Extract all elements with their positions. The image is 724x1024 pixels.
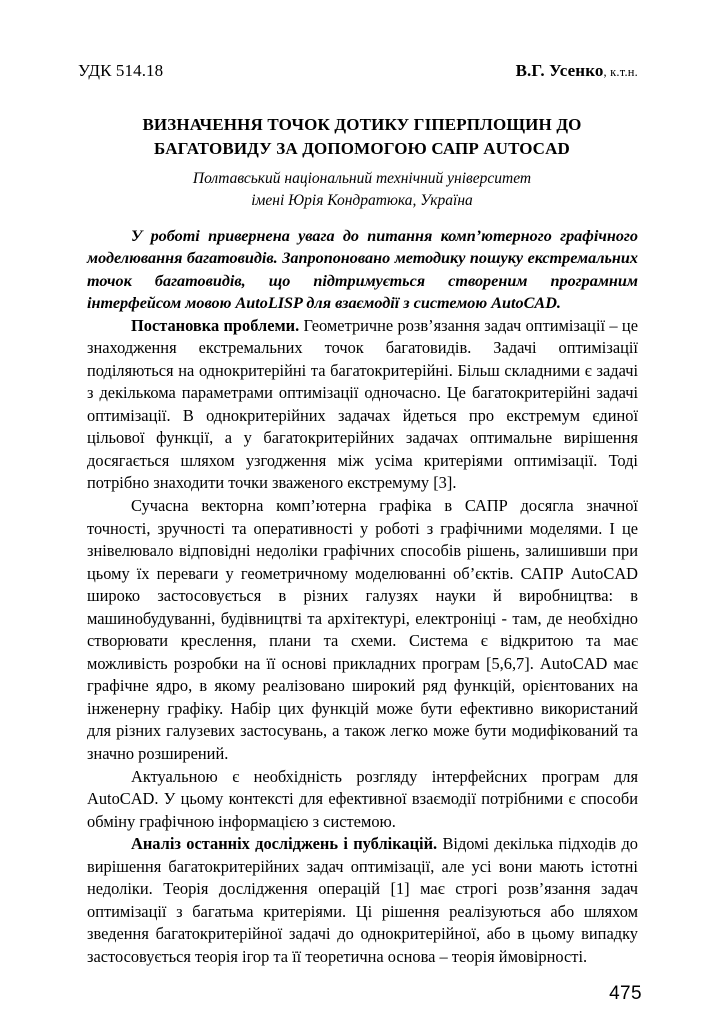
- body-paragraph-4-text: Відомі декілька підходів до вирішення багатокритерійних задач оптимізації, але усі вони мають істотні недоліки. Теорія дослідження операцій [1] має строгі розв’язання задач оптимізації з багатьма критеріями. Ці рішення реалізуються або шляхом зведення багатокритерійної задачі до однокритерійної, або в цьому випадку застосовується теорія ігор та її теоретична основа – теорія ймовірності.: [87, 834, 638, 966]
- body-paragraph-3: [87, 766, 638, 834]
- title-line-1: ВИЗНАЧЕННЯ ТОЧОК ДОТИКУ ГІПЕРПЛОЩИН ДО: [142, 115, 582, 135]
- page-number: 475: [609, 983, 642, 1004]
- body-paragraph-1-text: Геометричне розв’язання задач оптимізації – це знаходження екстремальних точок багатовидів. Задачі оптимізації поділяються на однокритерійні та багатокритерійні. Більш складними є задачі з декількома параметрами оптимізації одночасно. Це багатокритерійні задачі оптимізації. В однокритерійних задачах йдеться про екстремум єдиної цільової функції, а у багатокритерійних задачах оптимальне вирішення досягається шляхом узгодження між усіма критеріями оптимізації. Тоді потрібно знаходити точки зваженого екстремуму [3].: [87, 315, 638, 493]
- run-in-heading-literature-review: Аналіз останніх досліджень і публікацій.: [131, 834, 438, 854]
- author-line: [516, 62, 638, 81]
- body-paragraph-1: [87, 315, 638, 495]
- run-in-heading-problem-statement: Постановка проблеми.: [131, 315, 300, 335]
- body-paragraph-4: [87, 833, 638, 968]
- body-paragraph-2: [87, 495, 638, 766]
- udc-code: УДК 514.18: [78, 61, 164, 80]
- affiliation-line-2: імені Юрія Кондратюка, Україна: [251, 192, 473, 209]
- author-name: В.Г. Усенко: [515, 61, 604, 80]
- author-degree: , к.т.н.: [603, 65, 638, 79]
- article-body: [87, 225, 638, 968]
- page-header: [78, 62, 638, 81]
- author-affiliation: [78, 168, 646, 212]
- affiliation-line-1: Полтавський національний технічний університет: [192, 170, 532, 187]
- body-paragraph-2-text: Сучасна векторна комп’ютерна графіка в САПР досягла значної точності, зручності та оперативності у роботі з графічними моделями. І це знівелювало відповідні недоліки графічних способів рішень, залишивши при цьому їх переваги у геометричному моделюванні об’єктів. САПР AutoCAD широко застосовується в різних галузях науки й виробництва: в машинобудуванні, будівництві та архітектурі, електроніці - там, де необхідно створювати креслення, плани та схеми. Система є відкритою та має можливість розробки на її основі прикладних програм [5,6,7]. AutoCAD має графічне ядро, в якому реалізовано широкий ряд функцій, орієнтованих на інженерну графіку. Набір цих функцій може бути ефективно використаний для різних галузевих застосувань, а також легко може бути модифікований та значно розширений.: [87, 496, 638, 764]
- body-paragraph-3-text: Актуальною є необхідність розгляду інтерфейсних програм для AutoCAD. У цьому контексті для ефективної взаємодії потрібними є способи обміну графічною інформацією з системою.: [87, 766, 638, 831]
- article-title: [78, 113, 646, 160]
- title-line-2: БАГАТОВИДУ ЗА ДОПОМОГОЮ САПР AUTOCAD: [154, 138, 570, 158]
- abstract-paragraph: У роботі привернена увага до питання комп’ютерного графічного моделювання багатовидів. Запропоновано методику пошуку екстремальних точок багатовидів, що підтримується створеним програмним інтерфейсом мовою AutoLISP для взаємодії з системою AutoCAD.: [87, 227, 638, 313]
